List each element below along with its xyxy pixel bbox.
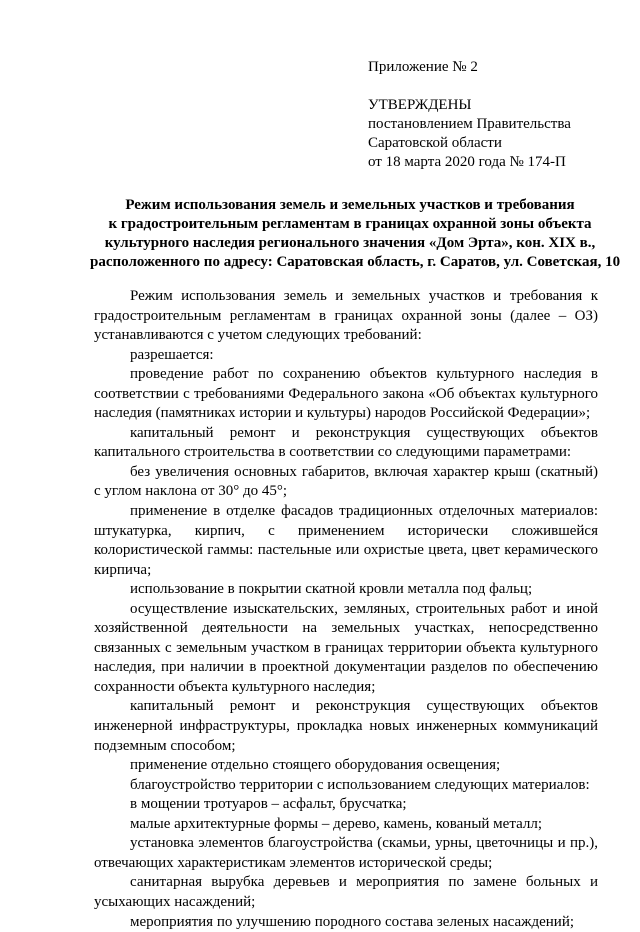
paragraph: Режим использования земель и земельных участков и требования к градостроительным регламентам в границах охранной зоны (далее – ОЗ) устанавливаются с учетом следующих требований: bbox=[94, 287, 598, 346]
paragraph: без увеличения основных габаритов, включая характер крыш (скатный) с углом наклона от 30° до 45°; bbox=[94, 463, 598, 502]
title-line: расположенного по адресу: Саратовская область, г. Саратов, ул. Советская, 10 bbox=[90, 253, 610, 272]
paragraph: малые архитектурные формы – дерево, камень, кованый металл; bbox=[94, 815, 598, 835]
paragraph: капитальный ремонт и реконструкция существующих объектов инженерной инфраструктуры, прокладка новых инженерных коммуникаций подземным способом; bbox=[94, 697, 598, 756]
paragraph: применение отдельно стоящего оборудования освещения; bbox=[94, 756, 598, 776]
paragraph: установка элементов благоустройства (скамьи, урны, цветочницы и пр.), отвечающих характеристикам элементов исторической среды; bbox=[94, 834, 598, 873]
paragraph: использование в покрытии скатной кровли металла под фальц; bbox=[94, 580, 598, 600]
paragraph: разрешается: bbox=[94, 346, 598, 366]
approval-block bbox=[368, 58, 618, 172]
paragraph: осуществление изыскательских, земляных, строительных работ и иной хозяйственной деятельности на земельных участках, непосредственно связанных с земельным участком в границах территории объекта культурного наследия, при наличии в проектной документации разделов по обеспечению сохранности объекта культурного наследия; bbox=[94, 600, 598, 698]
approval-line: Саратовской области bbox=[368, 134, 618, 153]
title-line: к градостроительным регламентам в границах охранной зоны объекта bbox=[90, 215, 610, 234]
paragraph: благоустройство территории с использованием следующих материалов: bbox=[94, 776, 598, 796]
appendix-number: Приложение № 2 bbox=[368, 58, 618, 77]
title-line: культурного наследия регионального значения «Дом Эрта», кон. XIX в., bbox=[90, 234, 610, 253]
paragraph: в мощении тротуаров – асфальт, брусчатка; bbox=[94, 795, 598, 815]
approval-date: от 18 марта 2020 года № 174-П bbox=[368, 153, 618, 172]
approval-line: постановлением Правительства bbox=[368, 115, 618, 134]
document-title bbox=[90, 196, 610, 272]
paragraph: применение в отделке фасадов традиционных отделочных материалов: штукатурка, кирпич, с применением исторически сложившейся колористической гаммы: пастельные или охристые цвета, цвет керамического кирпича; bbox=[94, 502, 598, 580]
approved-heading: УТВЕРЖДЕНЫ bbox=[368, 96, 618, 115]
paragraph: мероприятия по улучшению породного состава зеленых насаждений; bbox=[94, 913, 598, 932]
title-line: Режим использования земель и земельных участков и требования bbox=[90, 196, 610, 215]
paragraph: санитарная вырубка деревьев и мероприятия по замене больных и усыхающих насаждений; bbox=[94, 873, 598, 912]
paragraph: проведение работ по сохранению объектов культурного наследия в соответствии с требованиями Федерального закона «Об объектах культурного наследия (памятниках истории и культуры) народов Российской Федерации»; bbox=[94, 365, 598, 424]
document-body bbox=[94, 287, 598, 932]
paragraph: капитальный ремонт и реконструкция существующих объектов капитального строительства в соответствии со следующими параметрами: bbox=[94, 424, 598, 463]
